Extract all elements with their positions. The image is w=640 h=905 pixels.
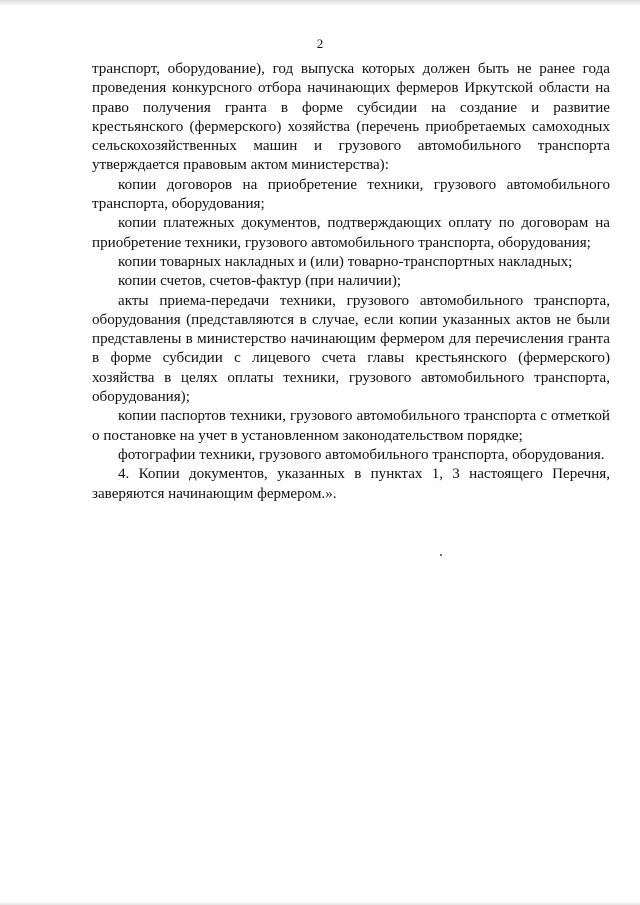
paragraph-item-4: 4. Копии документов, указанных в пунктах 1, 3 настоящего Перечня, заверяются начинающим фермером.». — [92, 466, 610, 502]
document-body — [92, 60, 610, 504]
paragraph-acceptance-acts: акты приема-передачи техники, грузового автомобильного транспорта, оборудования (представляются в случае, если копии указанных актов не были представлены в министерство начинающим фермером для перечисления гранта в форме субсидии с лицевого счета главы крестьянского (фермерского) хозяйства в целях оплаты техники, грузового автомобильного транспорта, оборудования); — [92, 292, 610, 406]
page-number: 2 — [316, 36, 324, 51]
paragraph-photos: фотографии техники, грузового автомобильного транспорта, оборудования. — [118, 446, 605, 463]
paragraph-contracts: копии договоров на приобретение техники, грузового автомобильного транспорта, оборудования; — [92, 176, 610, 213]
scan-speck — [440, 554, 442, 556]
paragraph-passports: копии паспортов техники, грузового автомобильного транспорта с отметкой о постановке на учет в установленном законодательством порядке; — [92, 408, 610, 444]
scan-edge-top — [0, 0, 640, 6]
paragraph-continuation: транспорт, оборудование), год выпуска которых должен быть не ранее года проведения конкурсного отбора начинающих фермеров Иркутской области на право получения гранта в форме субсидии на создание и развитие крестьянского (фермерского) хозяйства (перечень приобретаемых самоходных сельскохозяйственных машин и грузового автомобильного транспорта утверждается правовым актом министерства): — [92, 61, 610, 174]
paragraph-payment-docs: копии платежных документов, подтверждающих оплату по договорам на приобретение техники, грузового автомобильного транспорта, оборудования; — [92, 215, 610, 251]
scan-edge-bottom — [0, 901, 640, 905]
paragraph-waybills: копии товарных накладных и (или) товарно-транспортных накладных; — [118, 253, 573, 270]
paragraph-invoices: копии счетов, счетов-фактур (при наличии); — [118, 273, 402, 290]
